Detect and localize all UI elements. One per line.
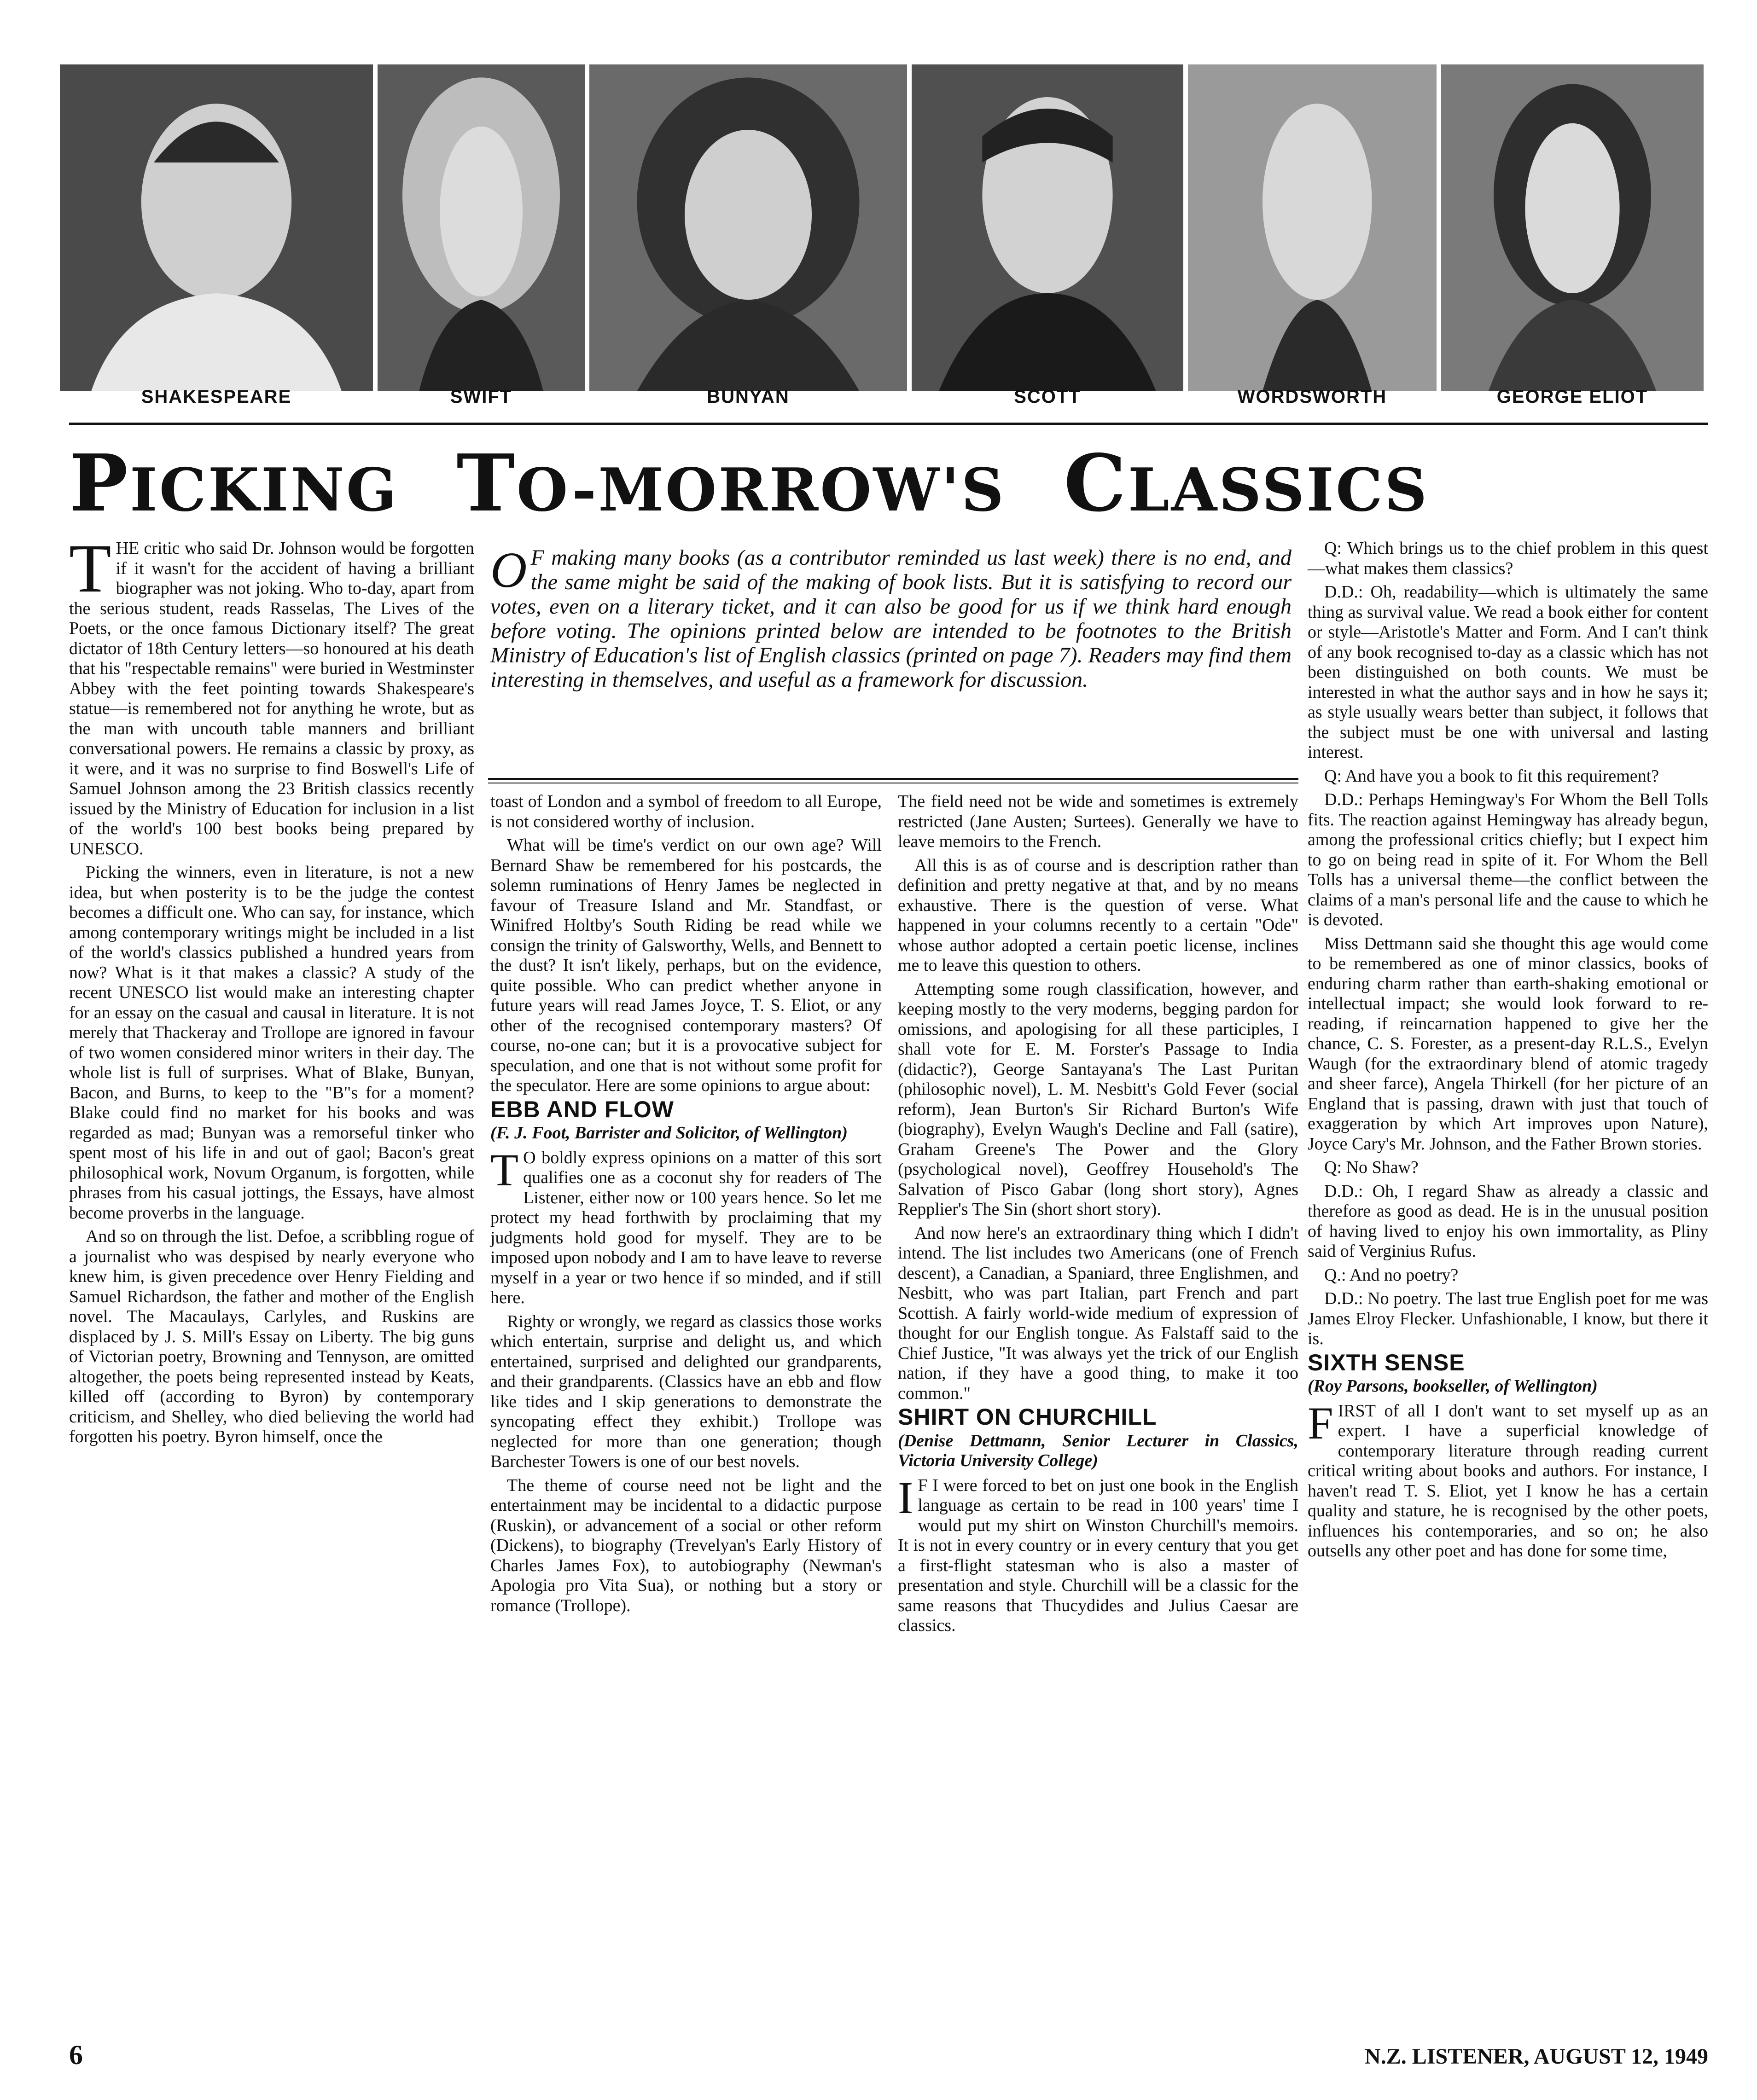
intro-dropcap: O <box>490 542 527 598</box>
caption-swift: SWIFT <box>450 387 512 407</box>
portrait-wordsworth <box>1188 64 1437 396</box>
paragraph: THE critic who said Dr. Johnson would be forgotten if it wasn't for the accident of having a brilliant biographer was not joking. Who to-day, apart from the serious student, reads Rasselas, The Lives of the Poets, or the once famous Dictionary itself? The great dictator of 18th Century letters—so honoured at his death that his "respectable remains" were buried in Westminster Abbey with the feet pointing towards Shakespeare's statue—is remembered not for anything he wrote, but as the man with uncouth table manners and brilliant conversational powers. He remains a classic by proxy, as it were, and it was no surprise to find Boswell's Life of Samuel Johnson among the 23 British classics recently issued by the Ministry of Education for inclusion in a list of the world's 100 best books being prepared by UNESCO. <box>69 530 474 859</box>
intro-standfirst <box>490 542 1292 692</box>
portrait-swift <box>378 64 585 396</box>
paragraph: And now here's an extraordinary thing which I didn't intend. The list includes two Americans (one of French descent), a Canadian, a Spaniard, three Englishmen, and Nesbitt, who was part Italian, part French and part Scottish. A fairly world-wide medium of expression of thought for our English tongue. As Falstaff said to the Chief Justice, "It was always yet the trick of our English nation, if they have a good thing, to make it too common." <box>898 1223 1298 1403</box>
paragraph: D.D.: Perhaps Hemingway's For Whom the Bell Tolls fits. The reaction against Hemingway has already begun, among the professional critics chiefly; but I expect him to go on being read in spite of it. For Whom the Bell Tolls has a universal theme—the conflict between the claims of a man's personal life and the cause to which he is devoted. <box>1308 790 1708 929</box>
headline-word-2: TO-MORROW'S <box>456 437 1006 529</box>
paragraph: D.D.: No poetry. The last true English poet for me was James Elroy Flecker. Unfashionable, I know, but there it is. <box>1308 1289 1708 1348</box>
caption-bunyan: BUNYAN <box>707 387 790 407</box>
column-1 <box>69 530 474 1451</box>
paragraph: FIRST of all I don't want to set myself up as an expert. I have a superficial knowledge of contemporary literature through reading current critical writing about books and authors. For instance, I haven't read T. S. Eliot, yet I know he has a certain quality and stature, he is recognised by the other poets, influences his contemporaries, and so on; he also outsells any other poet and has done for some time, <box>1308 1397 1708 1560</box>
dropcap-f: F <box>1308 1397 1333 1449</box>
paragraph: Miss Dettmann said she thought this age would come to be remembered as one of minor classics, books of enduring charm rather than earth-shaking emotional or intellectual impact; she would look forward to re-reading, if reincarnation happened to give her the chance, C. S. Forester, as a present-day R.L.S., Evelyn Waugh (for the extraordinary blend of atomic tragedy and sheer farce), Angela Thirkell (for her picture of an England that is passing, drawn with just that touch of exaggeration by which Art improves upon Nature), Joyce Cary's Mr. Johnson, and the Father Brown stories. <box>1308 934 1708 1154</box>
paragraph: Attempting some rough classification, however, and keeping mostly to the very moderns, begging pardon for omissions, and apologising for all these participles, I shall vote for E. M. Forster's Passage to India (didactic?), George Santayana's The Last Puritan (philosophic novel), L. M. Nesbitt's Gold Fever (social reform), Jean Burton's Sir Richard Burton's Wife (biography), Evelyn Waugh's Decline and Fall (satire), Graham Greene's The Power and the Glory (psychological novel), Geoffrey Household's The Salvation of Pisco Gabar (long short story), Agnes Repplier's The Sin (short short story). <box>898 979 1298 1219</box>
portrait-captions <box>60 387 1704 414</box>
paragraph: I F I were forced to bet on just one book in the English language as certain to be read in 100 years' time I would put my shirt on Winston Churchill's memoirs. It is not in every country or in every century that you get a first-flight statesman who is also a master of presentation and style. Churchill will be a classic for the same reasons that Thucydides and Julius Caesar are classics. <box>898 1472 1298 1635</box>
paragraph: Q: No Shaw? <box>1324 1158 1419 1177</box>
paragraph: The field need not be wide and sometimes is extremely restricted (Jane Austen; Surtees). Generally we have to leave memoirs to the French. <box>898 792 1298 851</box>
paragraph: Q.: And no poetry? <box>1324 1265 1459 1285</box>
paragraph: T O boldly express opinions on a matter of this sort qualifies one as a coconut shy for readers of The Listener, either now or 100 years hence. So let me protect my head forthwith by proclaiming that my judgments hold good for myself. They are to be imposed upon nobody and I am to have leave to reverse myself in a year or two hence if so minded, and if still here. <box>490 1144 882 1307</box>
portrait-bunyan <box>589 64 907 396</box>
dropcap-t2: T <box>490 1144 519 1195</box>
dropcap-t: T <box>69 530 111 607</box>
page-number: 6 <box>69 2040 83 2070</box>
paragraph: Q: Which brings us to the chief problem in this quest—what makes them classics? <box>1308 539 1708 578</box>
paragraph: All this is as of course and is description rather than definition and pretty negative at that, and by no means exhaustive. There is the question of verse. What happened in your columns recently to a certain "Ode" whose author adopted a certain poetic license, inclines me to leave this question to others. <box>898 855 1298 975</box>
byline-dettmann: (Denise Dettmann, Senior Lecturer in Classics, Victoria University College) <box>898 1431 1298 1470</box>
column-3 <box>898 792 1298 1640</box>
subhead-ebb-and-flow: EBB AND FLOW <box>490 1096 674 1122</box>
subhead-sixth-sense: SIXTH SENSE <box>1308 1349 1465 1375</box>
portrait-strip <box>60 64 1704 396</box>
portrait-george-eliot <box>1441 64 1704 396</box>
publication-line: N.Z. LISTENER, AUGUST 12, 1949 <box>1365 2044 1708 2069</box>
byline-foot: (F. J. Foot, Barrister and Solicitor, of Wellington) <box>490 1123 848 1143</box>
paragraph: The theme of course need not be light and the entertainment may be incidental to a didactic purpose (Ruskin), or advancement of a social or other reform (Dickens), to biography (Trevelyan's Early History of Charles James Fox), to autobiography (Newman's Apologia pro Vita Sua), or nothing but a story or romance (Trollope). <box>490 1475 882 1615</box>
caption-george-eliot: GEORGE ELIOT <box>1496 387 1648 407</box>
caption-wordsworth: WORDSWORTH <box>1237 387 1387 407</box>
paragraph: toast of London and a symbol of freedom to all Europe, is not considered worthy of inclusion. <box>490 792 882 831</box>
column-2 <box>490 792 882 1619</box>
headline-word-3: CLASSICS <box>1064 437 1429 529</box>
headline <box>69 437 1708 529</box>
paragraph: Q: And have you a book to fit this requirement? <box>1324 766 1659 786</box>
intro-text: F making many books (as a contributor reminded us last week) there is no end, and the same might be said of the making of book lists. But it is satisfying to record our votes, even on a literary ticket, and it can also be good for us if we think hard enough before voting. The opinions printed below are intended to be footnotes to the British Ministry of Education's list of English classics (printed on page 7). Readers may find them interesting in themselves, and useful as a framework for discussion. <box>490 545 1292 692</box>
caption-scott: SCOTT <box>1014 387 1081 407</box>
column-4 <box>1308 539 1708 1565</box>
caption-shakespeare: SHAKESPEARE <box>141 387 292 407</box>
paragraph: D.D.: Oh, readability—which is ultimately the same thing as survival value. We read a book either for content or style—Aristotle's Matter and Form. And I can't think of any book recognised to-day as a classic which has not been distinguished on both counts. We must be interested in what the author says and in how he says it; as style usually wears better than subject, it follows that the subject must be one with universal and lasting interest. <box>1308 582 1708 762</box>
paragraph: And so on through the list. Defoe, a scribbling rogue of a journalist who was despised by nearly everyone who knew him, is given precedence over Henry Fielding and Samuel Richardson, the father and mother of the English novel. The Macaulays, Carlyles, and Ruskins are displaced by J. S. Mill's Essay on Liberty. The big guns of Victorian poetry, Browning and Tennyson, are omitted altogether, the poets being represented instead by Keats, killed off (according to Byron) by contemporary criticism, and Shelley, who died believing the world had forgotten his poetry. Byron himself, once the <box>69 1227 474 1446</box>
portrait-shakespeare <box>60 64 373 396</box>
portrait-scott <box>912 64 1183 396</box>
intro-rule <box>488 778 1298 780</box>
headline-word-1: PICKING <box>69 437 399 529</box>
paragraph: Picking the winners, even in literature, is not a new idea, but when posterity is to be the judge the contest becomes a difficult one. Who can say, for instance, which among contemporary writings might be included in a list of the world's classics published a hundred years from now? What is it that makes a classic? A study of the recent UNESCO list would make an interesting chapter for an essay on the casual and causal in literature. It is not merely that Thackeray and Trollope are ignored in favour of two women considered minor writers in their day. The whole list is full of surprises. What of Blake, Bunyan, Bacon, and Burns, to keep to the "B"s for a moment? Blake could find no market for his books and was regarded as mad; Bunyan was a remorseful tinker who spent most of his life in and out of gaol; Bacon's great philosophical work, Novum Organum, is forgotten, while phrases from his casual jottings, the Essays, have almost become proverbs in the language. <box>69 863 474 1223</box>
byline-parsons: (Roy Parsons, bookseller, of Wellington) <box>1308 1376 1598 1396</box>
paragraph: D.D.: Oh, I regard Shaw as already a classic and therefore as good as dead. He is in the unusual position of having lived to enjoy his own immortality, as Pliny said of Verginius Rufus. <box>1308 1181 1708 1261</box>
subhead-shirt-on-churchill: SHIRT ON CHURCHILL <box>898 1404 1157 1430</box>
paragraph: What will be time's verdict on our own age? Will Bernard Shaw be remembered for his postcards, the solemn ruminations of Henry James be neglected in favour of Treasure Island and Mr. Standfast, or Winifred Holtby's South Riding be read while we consign the trinity of Galsworthy, Wells, and Bennett to the dust? It isn't likely, perhaps, but on the evidence, quite possible. Who can predict whether anyone in future years will read James Joyce, T. S. Eliot, or any other of the recognised contemporary masters? Of course, no-one can; but it is a provocative subject for speculation, and one that is not without some profit for the speculator. Here are some opinions to argue about: <box>490 835 882 1095</box>
dropcap-i: I <box>898 1472 913 1523</box>
paragraph: Righty or wrongly, we regard as classics those works which entertain, surprise and delight us, and which entertained, surprised and delighted our grandparents, and their grandparents. (Classics have an ebb and flow like tides and I skip generations to demonstrate the syncopating effect they exhibit.) Trollope was neglected for more than one generation; though Barchester Towers is one of our best novels. <box>490 1311 882 1471</box>
top-rule <box>69 423 1708 425</box>
